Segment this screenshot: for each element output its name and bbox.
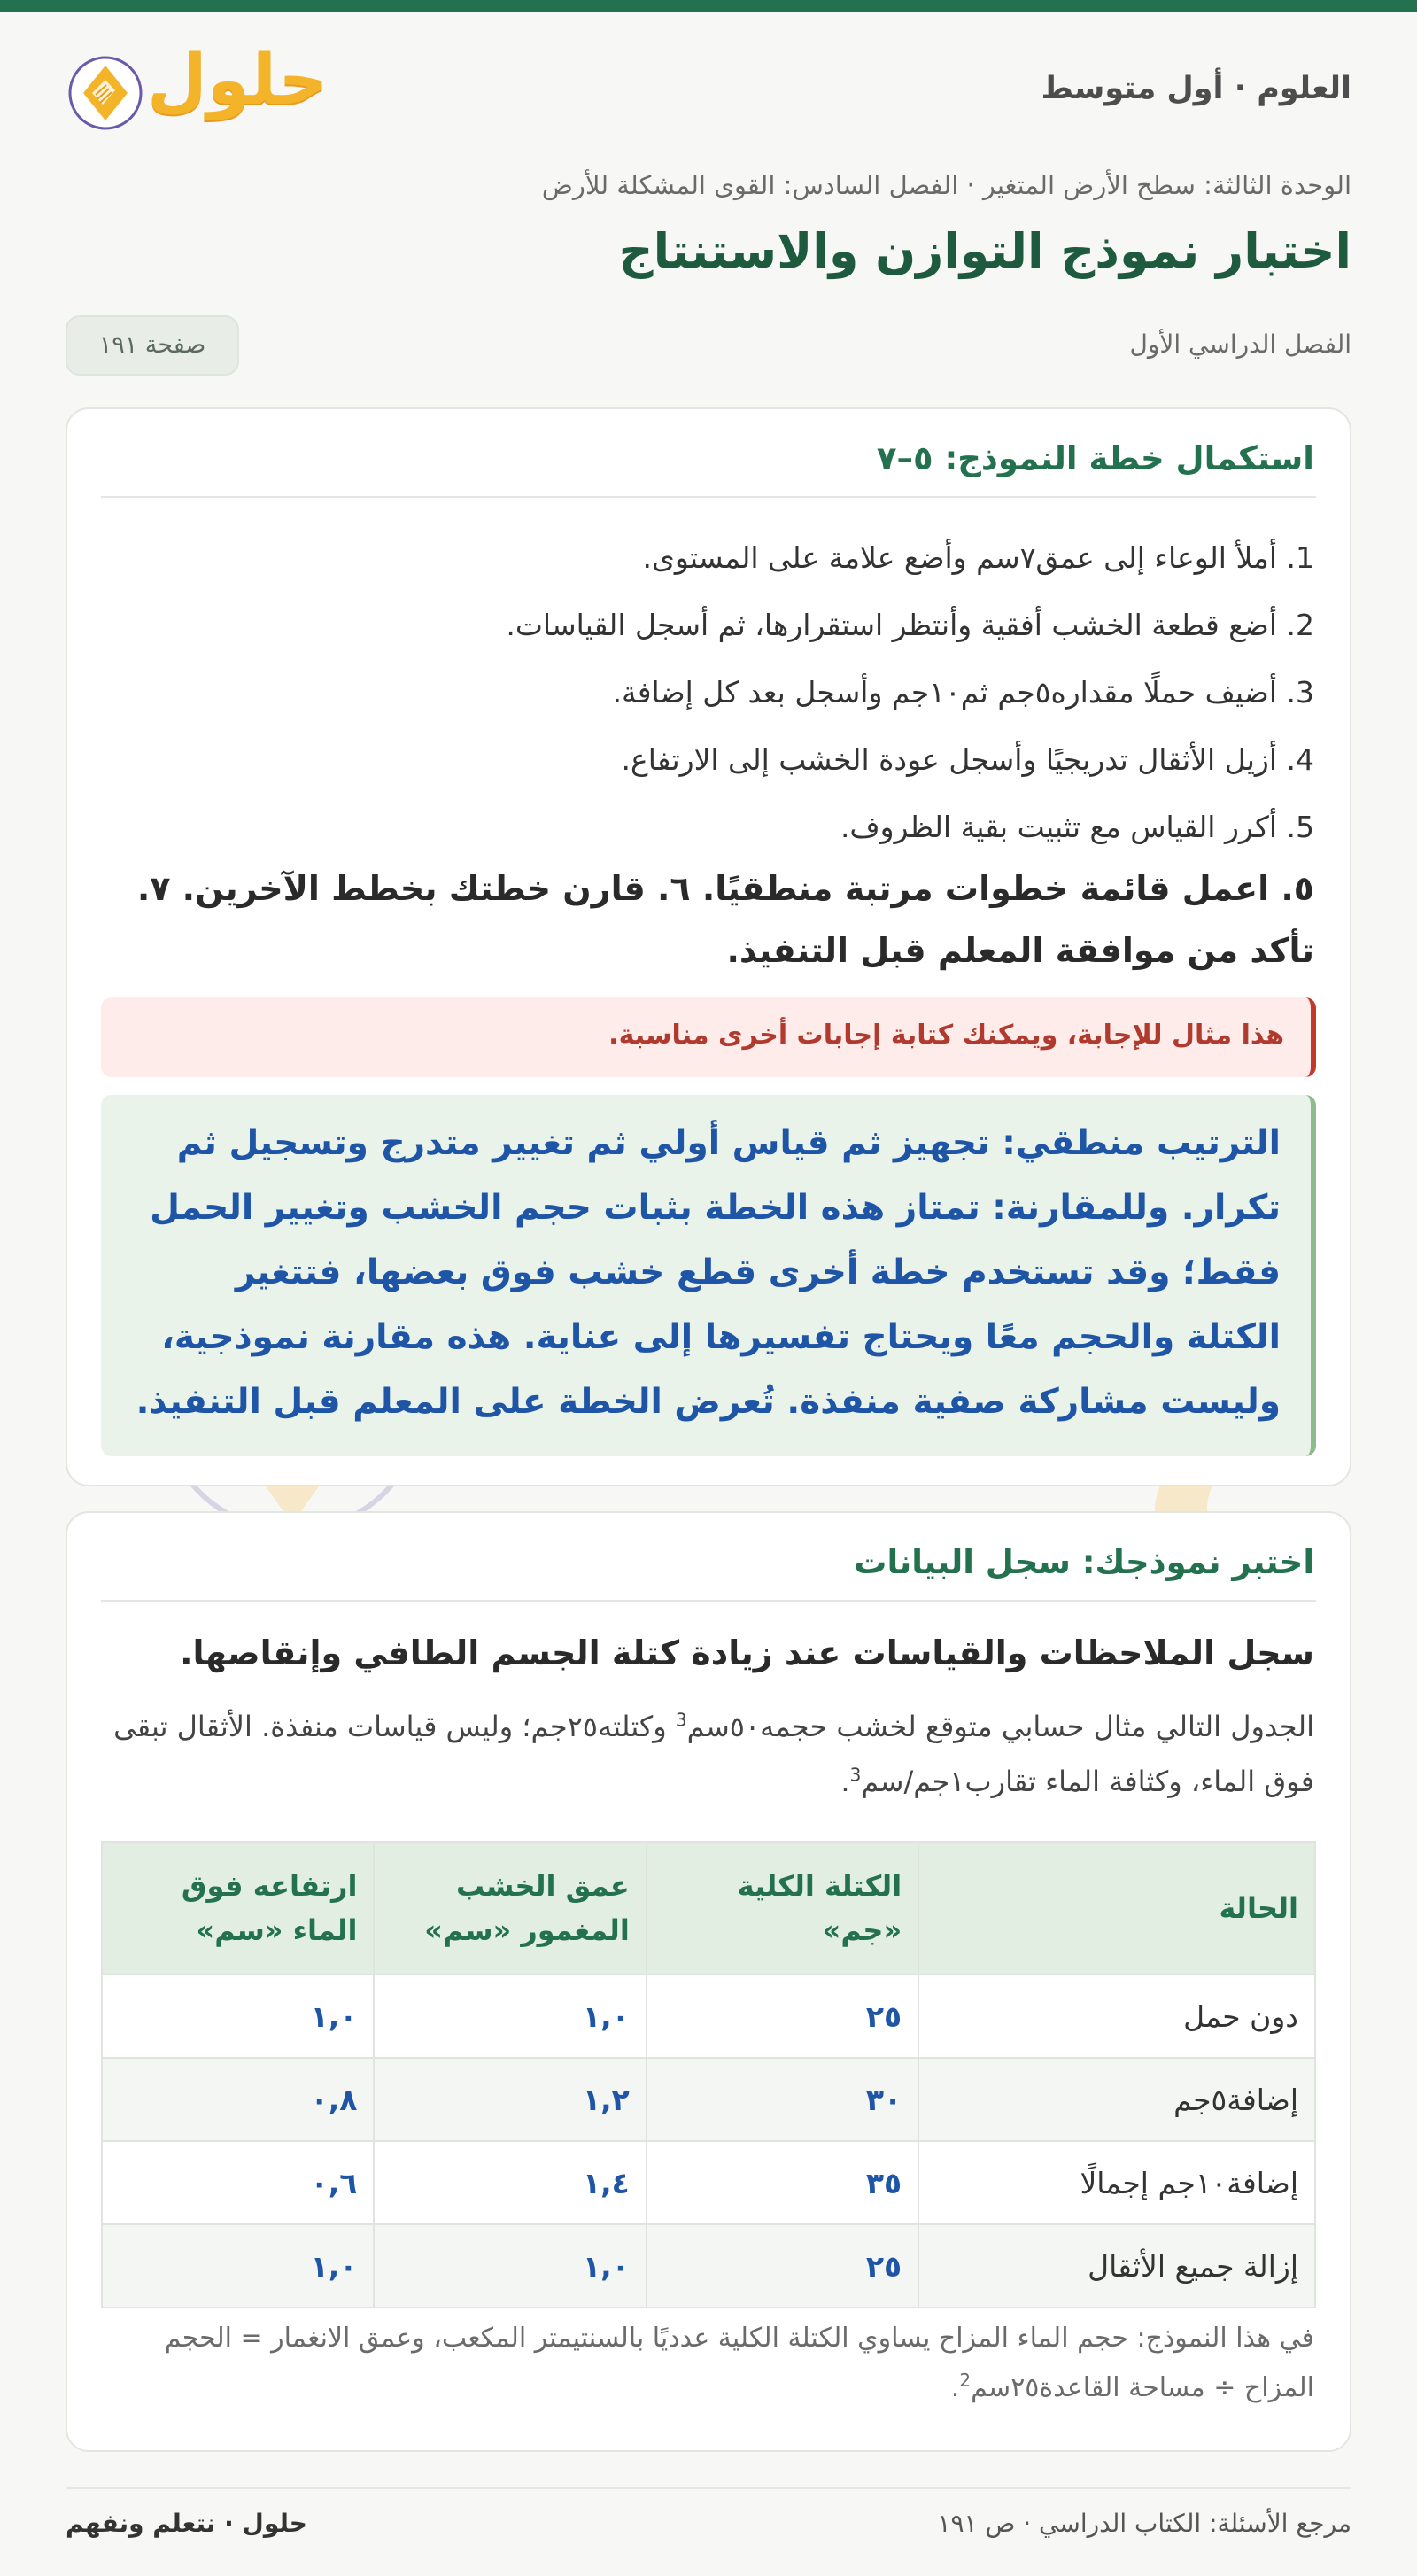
table-cell: ٠,٨: [102, 2058, 374, 2141]
brand-logo[interactable]: [66, 41, 329, 142]
table-cell: ١,٠: [374, 1975, 646, 2058]
list-item: 3. أضيف حملًا مقداره٥جم ثم١٠جم وأسجل بعد كل إضافة.: [612, 675, 1314, 710]
table-cell: ١,٤: [374, 2141, 646, 2224]
table-cell: ٢٥: [647, 1975, 918, 2058]
table-cell: ٢٥: [647, 2224, 918, 2308]
table-cell: ٣٠: [647, 2058, 918, 2141]
table-cell: إضافة٥جم: [918, 2058, 1315, 2141]
footer-divider: [66, 2487, 1351, 2489]
subject-label: العلوم · أول متوسط: [1041, 71, 1351, 106]
plan-card: [66, 407, 1351, 1486]
table-cell: ٣٥: [647, 2141, 918, 2224]
table-row: [102, 1975, 1315, 2058]
table-row: [102, 2224, 1315, 2308]
record-description: الجدول التالي مثال حسابي متوقع لخشب حجمه٥٠سم$^3$ وكتلته٢٥جم؛ وليس قياسات منفذة. الأثقال تبقى فوق الماء، وكثافة الماء تقارب١جم/سم$^3$.: [113, 1709, 1314, 1798]
table-cell: ٠,٦: [102, 2141, 374, 2224]
breadcrumb: الوحدة الثالثة: سطح الأرض المتغير · الفصل السادس: القوى المشكلة للأرض: [541, 170, 1351, 200]
list-item: 1. أملأ الوعاء إلى عمق٧سم وأضع علامة على المستوى.: [642, 540, 1314, 575]
list-item: 4. أزيل الأثقال تدريجيًا وأسجل عودة الخشب إلى الارتفاع.: [621, 742, 1314, 777]
table-cell: ١,٠: [102, 1975, 374, 2058]
answer-note: هذا مثال للإجابة، ويمكنك كتابة إجابات أخرى مناسبة.: [101, 997, 1316, 1077]
top-accent-bar: [0, 0, 1417, 12]
list-item: 2. أضع قطعة الخشب أفقية وأنتظر استقرارها، ثم أسجل القياسات.: [506, 608, 1314, 642]
footer-reference: مرجع الأسئلة: الكتاب الدراسي · ص ١٩١: [937, 2509, 1351, 2538]
page-title: اختبار نموذج التوازن والاستنتاج: [618, 223, 1351, 279]
logo-text: حلول: [147, 41, 329, 120]
table-row: [102, 2058, 1315, 2141]
column-header: ارتفاعه فوق الماء «سم»: [102, 1842, 374, 1975]
column-header: الكتلة الكلية «جم»: [647, 1842, 918, 1975]
table-cell: ١,٠: [102, 2224, 374, 2308]
record-card-title: اختبر نموذجك: سجل البيانات: [854, 1543, 1314, 1581]
question-text: ٥. اعمل قائمة خطوات مرتبة منطقيًا. ٦. قارن خطتك بخطط الآخرين. ٧. تأكد من موافقة المعلم قبل التنفيذ.: [136, 869, 1314, 970]
table-row: [102, 2141, 1315, 2224]
table-footnote: في هذا النموذج: حجم الماء المزاح يساوي الكتلة الكلية عدديًا بالسنتيمتر المكعب، وعمق الانغمار = الحجم المزاح ÷ مساحة القاعدة٢٥سم$^2$.: [164, 2323, 1314, 2403]
divider: [101, 496, 1316, 498]
header: [66, 41, 1351, 142]
table-cell: دون حمل: [918, 1975, 1315, 2058]
steps-list: [103, 524, 1314, 861]
table-cell: إضافة١٠جم إجمالًا: [918, 2141, 1315, 2224]
list-item: 5. أكرر القياس مع تثبيت بقية الظروف.: [840, 810, 1314, 844]
table-header-row: [102, 1842, 1315, 1975]
divider: [101, 1600, 1316, 1602]
footer-brand[interactable]: حلول · نتعلم ونفهم: [66, 2509, 307, 2538]
record-heading: سجل الملاحظات والقياسات عند زيادة كتلة الجسم الطافي وإنقاصها.: [180, 1633, 1314, 1672]
model-answer: الترتيب منطقي: تجهيز ثم قياس أولي ثم تغيير متدرج وتسجيل ثم تكرار. وللمقارنة: تمتاز هذه الخطة بثبات حجم الخشب وتغيير الحمل فقط؛ وقد تستخدم خطة أخرى قطع خشب فوق بعضها، فتتغير الكتلة والحجم معًا ويحتاج تفسيرها إلى عناية. هذه مقارنة نموذجية، وليست مشاركة صفية منفذة. تُعرض الخطة على المعلم قبل التنفيذ.: [101, 1095, 1316, 1456]
column-header: عمق الخشب المغمور «سم»: [374, 1842, 646, 1975]
plan-card-title: استكمال خطة النموذج: ٥–٧: [876, 439, 1314, 477]
semester-label: الفصل الدراسي الأول: [1129, 330, 1351, 359]
table-cell: إزالة جميع الأثقال: [918, 2224, 1315, 2308]
page-number-badge: صفحة ١٩١: [66, 315, 239, 376]
book-icon: [66, 53, 145, 133]
column-header: الحالة: [918, 1842, 1315, 1975]
record-card: [66, 1511, 1351, 2452]
data-table: [101, 1841, 1316, 2308]
table-cell: ١,٢: [374, 2058, 646, 2141]
table-cell: ١,٠: [374, 2224, 646, 2308]
